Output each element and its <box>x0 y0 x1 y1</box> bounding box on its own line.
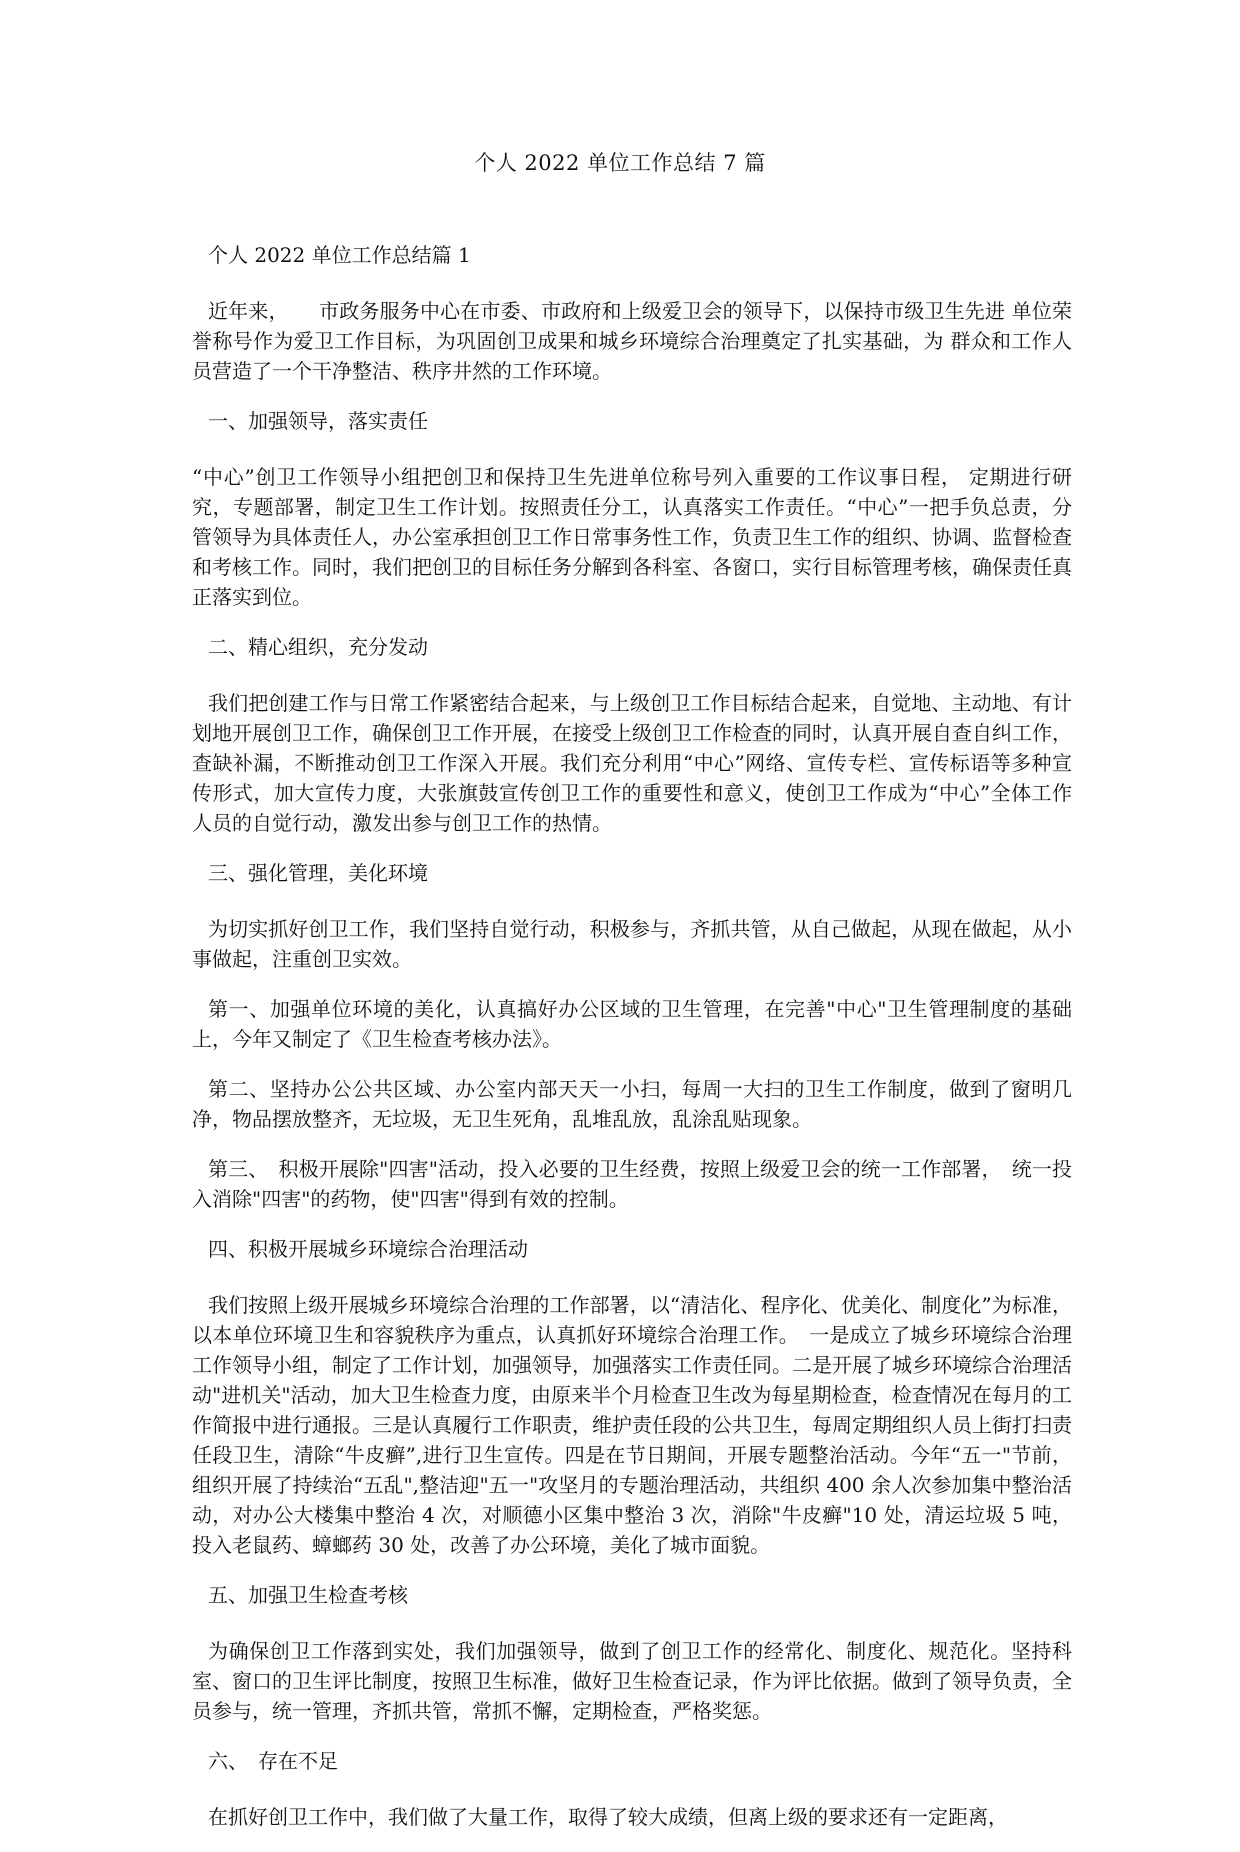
document-subtitle: 个人 2022 单位工作总结篇 1 <box>208 243 471 267</box>
section-6-paragraph: 在抓好创卫工作中，我们做了大量工作，取得了较大成绩，但离上级的要求还有一定距离， <box>208 1805 1008 1829</box>
section-5-paragraph: 为确保创卫工作落到实处，我们加强领导，做到了创卫工作的经常化、制度化、规范化。坚持科室、窗口的卫生评比制度，按照卫生标准，做好卫生检查记录，作为评比依据。做到了领导负责，全员参与，统一管理，齐抓共管，常抓不懈，定期检查，严格奖惩。 <box>192 1639 1072 1723</box>
document-title: 个人 2022 单位工作总结 7 篇 <box>474 151 766 175</box>
section-3-paragraph-4: 第三、 积极开展除"四害"活动，投入必要的卫生经费，按照上级爱卫会的统一工作部署， 统一投入消除"四害"的药物，使"四害"得到有效的控制。 <box>192 1157 1072 1211</box>
section-2-paragraph: 我们把创建工作与日常工作紧密结合起来，与上级创卫工作目标结合起来，自觉地、主动地、有计划地开展创卫工作，确保创卫工作开展，在接受上级创卫工作检查的同时，认真开展自查自纠工作，查缺补漏，不断推动创卫工作深入开展。我们充分利用“中心”网络、宣传专栏、宣传标语等多种宣传形式，加大宣传力度，大张旗鼓宣传创卫工作的重要性和意义，使创卫工作成为“中心”全体工作人员的自觉行动，激发出参与创卫工作的热情。 <box>192 691 1072 835</box>
section-6-heading: 六、 存在不足 <box>208 1749 338 1773</box>
intro-paragraph: 近年来， 市政务服务中心在市委、市政府和上级爱卫会的领导下，以保持市级卫生先进 单位荣誉称号作为爱卫工作目标，为巩固创卫成果和城乡环境综合治理奠定了扎实基础，为 群众和工作人员营造了一个干净整洁、秩序井然的工作环境。 <box>192 299 1072 383</box>
section-5-heading: 五、加强卫生检查考核 <box>208 1583 408 1607</box>
section-3-paragraph-3: 第二、坚持办公公共区域、办公室内部天天一小扫，每周一大扫的卫生工作制度，做到了窗明几净，物品摆放整齐，无垃圾，无卫生死角，乱堆乱放，乱涂乱贴现象。 <box>192 1077 1072 1131</box>
section-3-paragraph-1: 为切实抓好创卫工作，我们坚持自觉行动，积极参与，齐抓共管，从自己做起，从现在做起，从小事做起，注重创卫实效。 <box>192 917 1072 971</box>
section-1-paragraph: “中心”创卫工作领导小组把创卫和保持卫生先进单位称号列入重要的工作议事日程， 定期进行研究，专题部署，制定卫生工作计划。按照责任分工，认真落实工作责任。“中心”一把手负总责，分管领导为具体责任人，办公室承担创卫工作日常事务性工作，负责卫生工作的组织、协调、监督检查和考核工作。同时，我们把创卫的目标任务分解到各科室、各窗口，实行目标管理考核，确保责任真正落实到位。 <box>192 465 1072 609</box>
section-2-heading: 二、精心组织，充分发动 <box>208 635 428 659</box>
section-4-heading: 四、积极开展城乡环境综合治理活动 <box>208 1237 528 1261</box>
section-4-paragraph: 我们按照上级开展城乡环境综合治理的工作部署，以“清洁化、程序化、优美化、制度化”为标准，以本单位环境卫生和容貌秩序为重点，认真抓好环境综合治理工作。 一是成立了城乡环境综合治理工作领导小组，制定了工作计划，加强领导，加强落实工作责任同。二是开展了城乡环境综合治理活动"进机关"活动，加大卫生检查力度，由原来半个月检查卫生改为每星期检查，检查情况在每月的工作简报中进行通报。三是认真履行工作职责，维护责任段的公共卫生，每周定期组织人员上街打扫责任段卫生，清除“牛皮癣”,进行卫生宣传。四是在节日期间，开展专题整治活动。今年“五一"节前，组织开展了持续治“五乱",整洁迎"五一"攻坚月的专题治理活动，共组织 400 余人次参加集中整治活动，对办公大楼集中整治 4 次，对顺德小区集中整治 3 次，消除"牛皮癣"10 处，清运垃圾 5 吨，投入老鼠药、蟑螂药 30 处，改善了办公环境，美化了城市面貌。 <box>192 1293 1072 1557</box>
document-body <box>192 240 1072 1852</box>
section-1-heading: 一、加强领导，落实责任 <box>208 409 428 433</box>
section-3-paragraph-2: 第一、加强单位环境的美化，认真搞好办公区域的卫生管理，在完善"中心"卫生管理制度的基础上，今年又制定了《卫生检查考核办法》。 <box>192 997 1072 1051</box>
section-3-heading: 三、强化管理，美化环境 <box>208 861 428 885</box>
